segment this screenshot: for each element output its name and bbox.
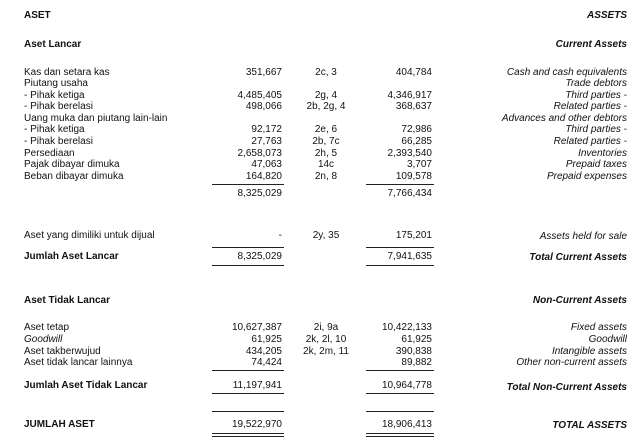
row-label-en: Inventories [578,148,627,159]
row-note: 2k, 2l, 10 [305,334,347,345]
row-note: 2b, 2g, 4 [306,101,346,112]
subtotal-rule-current [212,184,284,185]
row-value-current: 47,063 [251,159,282,170]
row-value-prior: 390,838 [395,346,432,357]
row-label-en: Related parties - [553,136,627,147]
row-label-en: Related parties - [553,101,627,112]
row-value-current: 10,627,387 [231,322,282,333]
row-label-en: Goodwill [588,334,627,345]
row-label: Aset tetap [24,322,70,333]
row-value-prior: 404,784 [395,67,432,78]
total-noncurrent-label-en: Total Non-Current Assets [506,382,627,393]
row-label: - Pihak berelasi [24,136,93,147]
row-note: 2e, 6 [314,124,338,135]
row-label: Aset tidak lancar lainnya [24,357,133,368]
row-label: - Pihak berelasi [24,101,93,112]
held-for-sale-label: Aset yang dimiliki untuk dijual [24,230,155,241]
held-for-sale-prior: 175,201 [395,230,432,241]
current-heading-id: Aset Lancar [24,39,82,50]
row-label: Pajak dibayar dimuka [24,159,120,170]
row-label: - Pihak ketiga [24,124,85,135]
total-current-value: 8,325,029 [237,251,282,262]
row-label-en: Cash and cash equivalents [506,67,627,78]
row-value-current: 164,820 [245,171,282,182]
grand-total-rule-prior [366,411,434,412]
row-value-prior: 72,986 [401,124,432,135]
row-value-current: 4,485,405 [237,90,282,101]
row-label: Uang muka dan piutang lain-lain [24,113,168,124]
row-label: Goodwill [24,334,63,345]
row-note: 14c [317,159,335,170]
row-label: Persediaan [24,148,75,159]
grand-total-underline-prior [366,433,434,434]
row-label: Beban dibayar dimuka [24,171,124,182]
row-label-en: Third parties - [565,124,627,135]
row-label-en: Prepaid expenses [546,171,627,182]
total-current-rule-current [212,247,284,248]
row-value-prior: 4,346,917 [387,90,432,101]
row-value-prior: 109,578 [395,171,432,182]
header-left: ASET [24,10,51,21]
noncurrent-heading-id: Aset Tidak Lancar [24,295,110,306]
row-label-en: Third parties - [565,90,627,101]
total-noncurrent-underline-prior [366,393,434,394]
current-heading-en: Current Assets [555,39,627,50]
row-label-en: Other non-current assets [516,357,627,368]
grand-total-double-underline-current [212,436,284,437]
row-label-en: Advances and other debtors [501,113,627,124]
row-value-current: 74,424 [251,357,282,368]
row-value-prior: 368,637 [395,101,432,112]
row-value-prior: 89,882 [401,357,432,368]
row-label-en: Intangible assets [551,346,627,357]
grand-total-value-prior: 18,906,413 [381,419,432,430]
subtotal-current: 8,325,029 [237,188,282,199]
row-note: 2g, 4 [314,90,338,101]
grand-total-rule-current [212,411,284,412]
subtotal-prior: 7,766,434 [387,188,432,199]
row-label-en: Fixed assets [570,322,627,333]
row-value-prior: 10,422,133 [381,322,432,333]
grand-total-label: JUMLAH ASET [24,419,95,430]
total-noncurrent-underline-current [212,393,284,394]
row-value-current: 434,205 [245,346,282,357]
row-note: 2b, 7c [312,136,340,147]
row-label: Piutang usaha [24,78,88,89]
total-current-rule-prior [366,247,434,248]
total-noncurrent-value-prior: 10,964,778 [381,380,432,391]
row-value-current: 61,925 [251,334,282,345]
row-value-current: 92,172 [251,124,282,135]
grand-total-underline-current [212,433,284,434]
row-value-prior: 61,925 [401,334,432,345]
total-current-value-prior: 7,941,635 [387,251,432,262]
row-value-current: 27,763 [251,136,282,147]
row-label-en: Trade debtors [565,78,627,89]
total-current-underline-prior [366,265,434,266]
row-note: 2n, 8 [314,171,338,182]
total-noncurrent-value: 11,197,941 [232,380,282,391]
row-note: 2i, 9a [313,322,339,333]
total-noncurrent-rule-current [212,370,284,371]
header-right: ASSETS [586,10,627,21]
grand-total-label-en: TOTAL ASSETS [552,420,627,431]
total-current-label-en: Total Current Assets [529,252,627,263]
total-current-label: Jumlah Aset Lancar [24,251,119,262]
grand-total-double-underline-prior [366,436,434,437]
held-for-sale-label-en: Assets held for sale [539,231,627,242]
row-label: - Pihak ketiga [24,90,85,101]
row-value-prior: 66,285 [401,136,432,147]
held-for-sale-note: 2y, 35 [312,230,340,241]
total-current-underline-current [212,265,284,266]
row-note: 2h, 5 [314,148,338,159]
grand-total-value: 19,522,970 [231,419,282,430]
row-note: 2k, 2m, 11 [303,346,349,357]
row-value-current: 498,066 [245,101,282,112]
row-label: Aset takberwujud [24,346,101,357]
held-for-sale-current: - [278,230,282,241]
row-note: 2c, 3 [315,67,337,78]
total-noncurrent-label: Jumlah Aset Tidak Lancar [24,380,148,391]
noncurrent-heading-en: Non-Current Assets [532,295,627,306]
row-value-prior: 3,707 [406,159,432,170]
subtotal-rule-prior [366,184,434,185]
row-value-current: 351,667 [245,67,282,78]
row-value-current: 2,658,073 [237,148,282,159]
row-label-en: Prepaid taxes [565,159,627,170]
row-label: Kas dan setara kas [24,67,110,78]
total-noncurrent-rule-prior [366,370,434,371]
row-value-prior: 2,393,540 [387,148,432,159]
